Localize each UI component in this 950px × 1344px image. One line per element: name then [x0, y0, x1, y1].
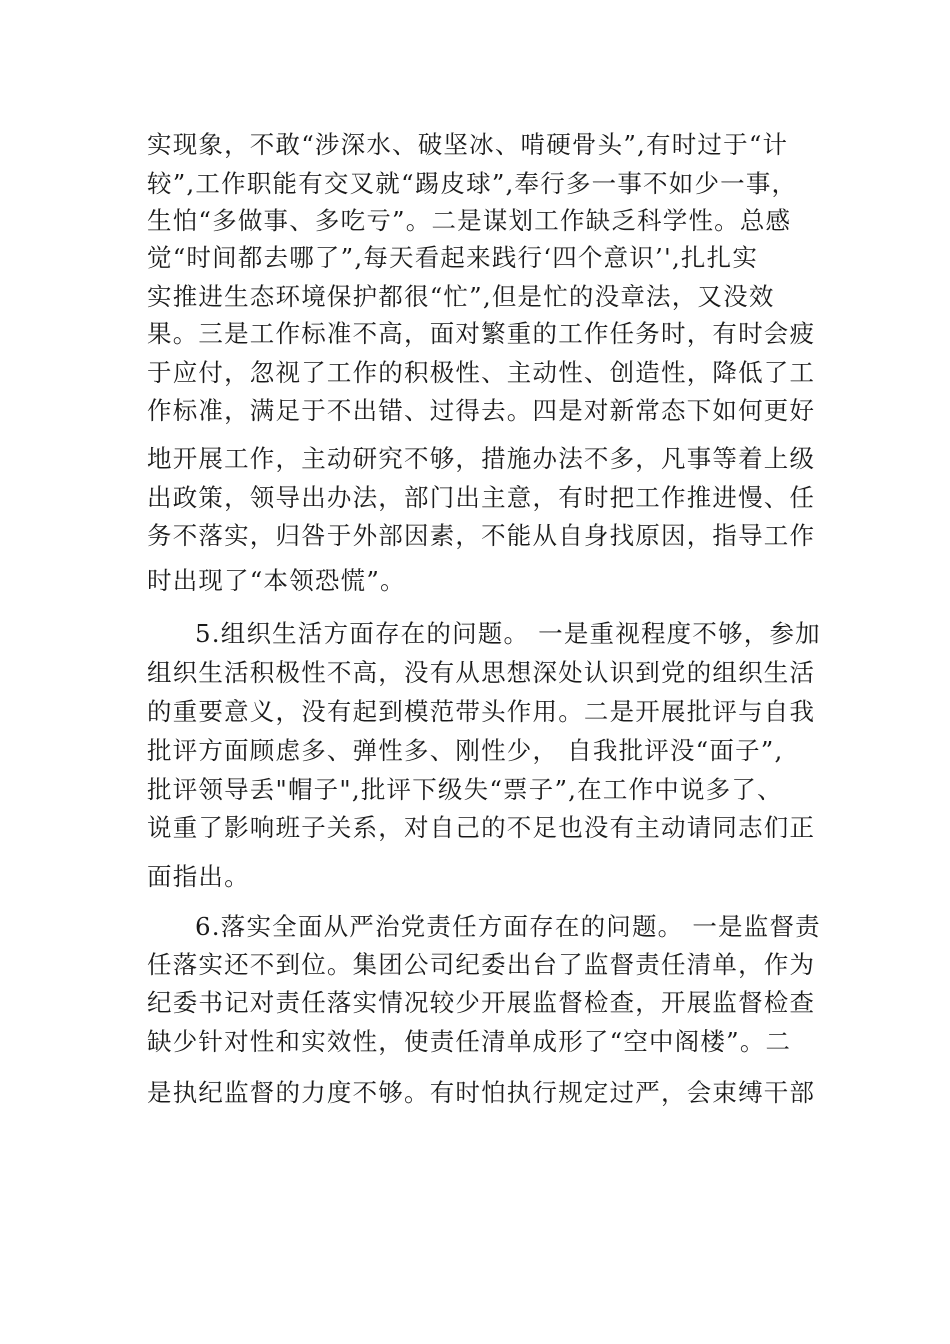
text-line: 时出现了“本领恐慌”。 — [147, 566, 406, 595]
text-line: 批评领导丢"帽子",批评下级失“票子”,在工作中说多了、 — [147, 775, 783, 804]
text-line: 实推进生态环境保护都很“忙”,但是忙的没章法，又没效 — [147, 282, 775, 311]
text-line: 组织生活积极性不高，没有从思想深处认识到党的组织生活 — [147, 658, 816, 687]
text-line: 批评方面顾虑多、弹性多、刚性少， 自我批评没“面子”, — [147, 736, 784, 765]
section-5-heading-line: 5.组织生活方面存在的问题。 一是重视程度不够，参加 — [195, 619, 821, 648]
text-line: 缺少针对性和实效性，使责任清单成形了“空中阁楼”。二 — [147, 1027, 792, 1056]
text-line: 地开展工作，主动研究不够，措施办法不多，凡事等着上级 — [147, 444, 816, 473]
text-line: 于应付，忽视了工作的积极性、主动性、创造性，降低了工 — [147, 358, 816, 387]
text-line: 说重了影响班子关系，对自己的不足也没有主动请同志们正 — [147, 813, 816, 842]
text-line: 的重要意义，没有起到模范带头作用。二是开展批评与自我 — [147, 697, 816, 726]
text-line: 作标准，满足于不出错、过得去。四是对新常态下如何更好 — [147, 396, 816, 425]
text-line: 较”,工作职能有交叉就“踢皮球”,奉行多一事不如少一事， — [147, 169, 798, 198]
text-line: 务不落实，归咎于外部因素，不能从自身找原因，指导工作 — [147, 521, 816, 550]
text-line: 纪委书记对责任落实情况较少开展监督检查，开展监督检查 — [147, 988, 816, 1017]
text-line: 果。三是工作标准不高，面对繁重的工作任务时，有时会疲 — [147, 319, 816, 348]
text-line: 出政策，领导出办法，部门出主意，有时把工作推进慢、任 — [147, 483, 816, 512]
text-line: 面指出。 — [147, 862, 250, 891]
text-line: 任落实还不到位。集团公司纪委出台了监督责任清单，作为 — [147, 950, 816, 979]
section-6-heading-line: 6.落实全面从严治党责任方面存在的问题。 一是监督责 — [195, 912, 821, 941]
text-line: 觉“时间都去哪了”,每天看起来践行‘四个意识’',扎扎实 — [147, 243, 759, 272]
text-line: 是执纪监督的力度不够。有时怕执行规定过严，会束缚干部 — [147, 1078, 816, 1107]
text-line: 生怕“多做事、多吃亏”。二是谋划工作缺乏科学性。总感 — [147, 206, 792, 235]
text-line: 实现象，不敢“涉深水、破坚冰、啃硬骨头”,有时过于“计 — [147, 130, 789, 159]
